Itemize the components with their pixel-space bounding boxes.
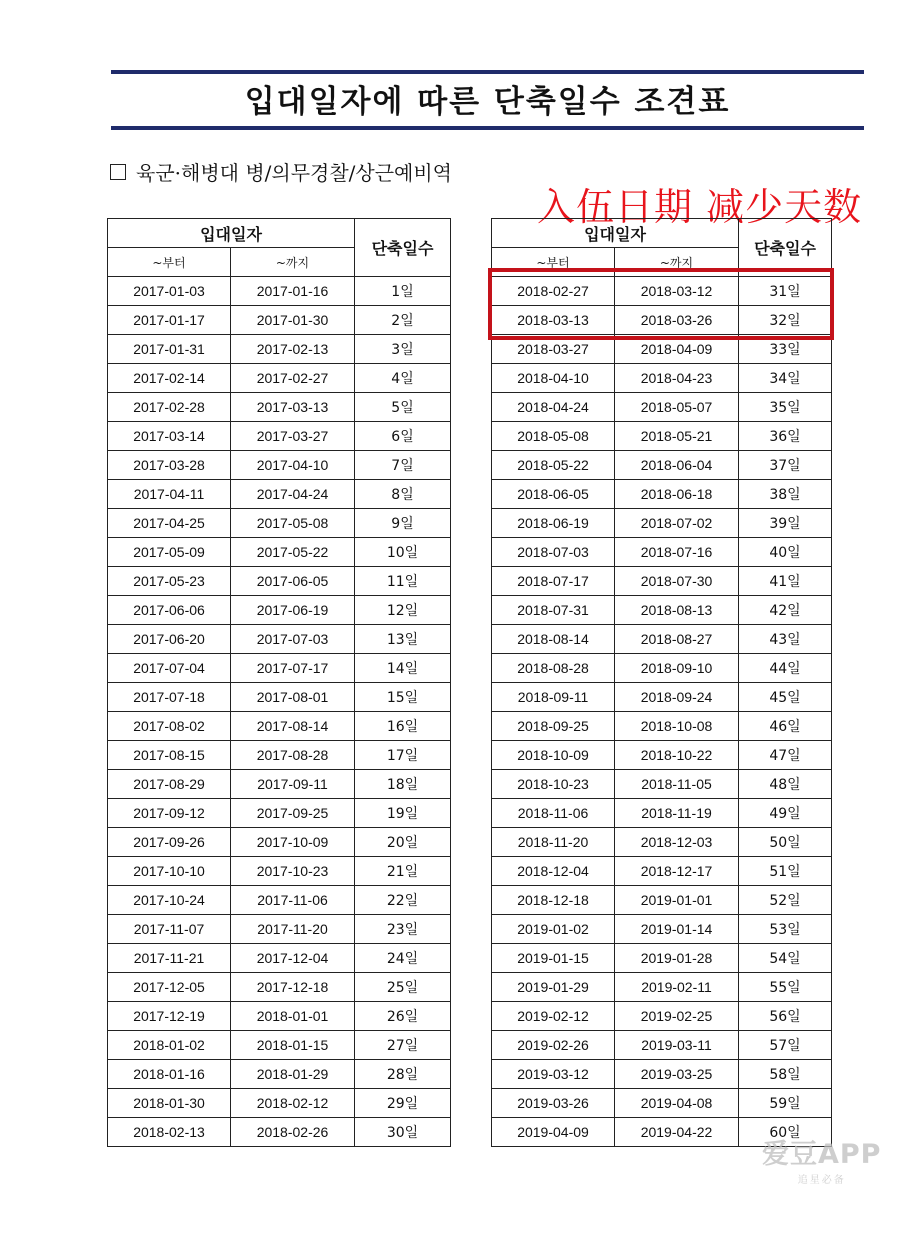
- cell-to-date: 2018-07-30: [615, 567, 739, 596]
- cell-to-date: 2019-02-11: [615, 973, 739, 1002]
- cell-from-date: 2018-08-14: [492, 625, 615, 654]
- cell-from-date: 2017-10-10: [108, 857, 231, 886]
- cell-days: 29일: [355, 1089, 451, 1118]
- table-row: [108, 364, 451, 393]
- page-title: 입대일자에 따른 단축일수 조견표: [244, 84, 731, 120]
- cell-to-date: 2019-01-01: [615, 886, 739, 915]
- table-row: [108, 335, 451, 364]
- cell-from-date: 2018-08-28: [492, 654, 615, 683]
- cell-days: 51일: [739, 857, 832, 886]
- subtitle-text: 육군·해병대 병/의무경찰/상근예비역: [136, 161, 452, 185]
- cell-to-date: 2018-11-05: [615, 770, 739, 799]
- table-row: [492, 973, 832, 1002]
- header-days: 단축일수: [739, 219, 832, 277]
- table-row: [108, 306, 451, 335]
- cell-to-date: 2017-06-19: [231, 596, 355, 625]
- table-row: [108, 480, 451, 509]
- cell-from-date: 2017-01-17: [108, 306, 231, 335]
- cell-to-date: 2018-06-18: [615, 480, 739, 509]
- cell-days: 20일: [355, 828, 451, 857]
- cell-days: 14일: [355, 654, 451, 683]
- cell-from-date: 2018-06-05: [492, 480, 615, 509]
- table-row: [108, 1089, 451, 1118]
- cell-from-date: 2017-03-14: [108, 422, 231, 451]
- cell-days: 8일: [355, 480, 451, 509]
- cell-to-date: 2017-05-22: [231, 538, 355, 567]
- watermark-sub: 追星必备: [797, 1175, 846, 1186]
- table-row: [492, 799, 832, 828]
- cell-days: 17일: [355, 741, 451, 770]
- header-rule-bottom: [111, 126, 864, 130]
- cell-to-date: 2017-02-13: [231, 335, 355, 364]
- cell-to-date: 2019-03-25: [615, 1060, 739, 1089]
- watermark-main: 爱豆APP: [762, 1139, 882, 1170]
- header-to: ~까지: [231, 248, 355, 277]
- checkbox-icon: [110, 164, 126, 180]
- table-row: [492, 1002, 832, 1031]
- cell-days: 53일: [739, 915, 832, 944]
- cell-to-date: 2017-08-14: [231, 712, 355, 741]
- cell-to-date: 2017-03-27: [231, 422, 355, 451]
- cell-from-date: 2017-11-07: [108, 915, 231, 944]
- cell-from-date: 2018-04-10: [492, 364, 615, 393]
- cell-from-date: 2018-12-04: [492, 857, 615, 886]
- table-row: [108, 828, 451, 857]
- highlight-box: [488, 268, 834, 340]
- cell-from-date: 2018-01-02: [108, 1031, 231, 1060]
- cell-from-date: 2017-06-06: [108, 596, 231, 625]
- cell-from-date: 2017-07-04: [108, 654, 231, 683]
- cell-from-date: 2018-07-03: [492, 538, 615, 567]
- table-row: [492, 480, 832, 509]
- table-row: [108, 451, 451, 480]
- cell-days: 24일: [355, 944, 451, 973]
- table-row: [492, 1031, 832, 1060]
- cell-to-date: 2018-02-12: [231, 1089, 355, 1118]
- table-row: [108, 915, 451, 944]
- table-row: [108, 712, 451, 741]
- cell-to-date: 2018-09-24: [615, 683, 739, 712]
- cell-to-date: 2017-07-03: [231, 625, 355, 654]
- header-from: ~부터: [492, 248, 615, 277]
- cell-from-date: 2018-11-06: [492, 799, 615, 828]
- cell-to-date: 2018-05-21: [615, 422, 739, 451]
- cell-days: 49일: [739, 799, 832, 828]
- cell-from-date: 2019-03-12: [492, 1060, 615, 1089]
- table-row: [492, 509, 832, 538]
- cell-to-date: 2018-05-07: [615, 393, 739, 422]
- cell-days: 39일: [739, 509, 832, 538]
- cell-days: 47일: [739, 741, 832, 770]
- cell-days: 35일: [739, 393, 832, 422]
- header-days: 단축일수: [355, 219, 451, 277]
- cell-days: 26일: [355, 1002, 451, 1031]
- cell-to-date: 2018-02-26: [231, 1118, 355, 1147]
- header-from: ~부터: [108, 248, 231, 277]
- cell-from-date: 2018-10-23: [492, 770, 615, 799]
- cell-from-date: 2017-02-14: [108, 364, 231, 393]
- cell-from-date: 2017-09-12: [108, 799, 231, 828]
- cell-days: 10일: [355, 538, 451, 567]
- cell-from-date: 2019-03-26: [492, 1089, 615, 1118]
- cell-from-date: 2017-05-23: [108, 567, 231, 596]
- cell-from-date: 2017-08-29: [108, 770, 231, 799]
- cell-days: 56일: [739, 1002, 832, 1031]
- cell-to-date: 2018-03-26: [615, 306, 739, 335]
- cell-from-date: 2018-07-31: [492, 596, 615, 625]
- table-row: [108, 538, 451, 567]
- cell-days: 11일: [355, 567, 451, 596]
- cell-from-date: 2017-08-15: [108, 741, 231, 770]
- table-row: [108, 886, 451, 915]
- cell-to-date: 2018-01-15: [231, 1031, 355, 1060]
- table-row: [492, 1089, 832, 1118]
- table-row: [492, 712, 832, 741]
- cell-from-date: 2018-04-24: [492, 393, 615, 422]
- cell-to-date: 2018-12-17: [615, 857, 739, 886]
- cell-days: 21일: [355, 857, 451, 886]
- table-row: [492, 770, 832, 799]
- cell-from-date: 2018-11-20: [492, 828, 615, 857]
- table-row: [108, 422, 451, 451]
- cell-from-date: 2017-12-05: [108, 973, 231, 1002]
- cell-days: 18일: [355, 770, 451, 799]
- cell-days: 16일: [355, 712, 451, 741]
- table-row: [492, 422, 832, 451]
- cell-days: 1일: [355, 277, 451, 306]
- cell-days: 30일: [355, 1118, 451, 1147]
- cell-days: 55일: [739, 973, 832, 1002]
- cell-days: 31일: [739, 277, 832, 306]
- table-row: [108, 683, 451, 712]
- cell-to-date: 2018-10-22: [615, 741, 739, 770]
- table-row: [108, 1002, 451, 1031]
- cell-to-date: 2018-09-10: [615, 654, 739, 683]
- cell-to-date: 2017-04-10: [231, 451, 355, 480]
- cell-to-date: 2019-02-25: [615, 1002, 739, 1031]
- table-row: [108, 509, 451, 538]
- cell-to-date: 2019-01-28: [615, 944, 739, 973]
- table-row: [492, 886, 832, 915]
- cell-to-date: 2018-04-23: [615, 364, 739, 393]
- table-row: [492, 451, 832, 480]
- cell-from-date: 2019-01-02: [492, 915, 615, 944]
- cell-from-date: 2017-11-21: [108, 944, 231, 973]
- cell-from-date: 2019-02-26: [492, 1031, 615, 1060]
- cell-days: 6일: [355, 422, 451, 451]
- cell-days: 59일: [739, 1089, 832, 1118]
- cell-to-date: 2018-08-13: [615, 596, 739, 625]
- cell-to-date: 2017-01-16: [231, 277, 355, 306]
- cell-days: 37일: [739, 451, 832, 480]
- cell-days: 9일: [355, 509, 451, 538]
- cell-from-date: 2017-02-28: [108, 393, 231, 422]
- table-row: [108, 1118, 451, 1147]
- table-row: [108, 944, 451, 973]
- cell-days: 40일: [739, 538, 832, 567]
- cell-to-date: 2017-09-11: [231, 770, 355, 799]
- cell-days: 34일: [739, 364, 832, 393]
- cell-from-date: 2017-07-18: [108, 683, 231, 712]
- table-row: [108, 393, 451, 422]
- cell-days: 5일: [355, 393, 451, 422]
- table-row: [108, 973, 451, 1002]
- cell-days: 60일: [739, 1118, 832, 1147]
- cell-days: 28일: [355, 1060, 451, 1089]
- watermark-logo: [762, 1132, 881, 1186]
- cell-days: 43일: [739, 625, 832, 654]
- table-row: [492, 393, 832, 422]
- table-row: [492, 625, 832, 654]
- table-row: [108, 277, 451, 306]
- cell-to-date: 2018-06-04: [615, 451, 739, 480]
- cell-to-date: 2017-11-20: [231, 915, 355, 944]
- cell-days: 52일: [739, 886, 832, 915]
- table-row: [492, 567, 832, 596]
- cell-days: 48일: [739, 770, 832, 799]
- cell-to-date: 2017-09-25: [231, 799, 355, 828]
- cell-to-date: 2019-01-14: [615, 915, 739, 944]
- cell-days: 41일: [739, 567, 832, 596]
- table-row: [108, 799, 451, 828]
- cell-days: 25일: [355, 973, 451, 1002]
- table-row: [108, 1031, 451, 1060]
- cell-days: 27일: [355, 1031, 451, 1060]
- cell-days: 33일: [739, 335, 832, 364]
- cell-from-date: 2017-04-25: [108, 509, 231, 538]
- cell-days: 42일: [739, 596, 832, 625]
- cell-from-date: 2018-01-16: [108, 1060, 231, 1089]
- table-row: [492, 1060, 832, 1089]
- cell-from-date: 2019-02-12: [492, 1002, 615, 1031]
- cell-from-date: 2018-09-25: [492, 712, 615, 741]
- table-row: [108, 625, 451, 654]
- cell-to-date: 2017-12-04: [231, 944, 355, 973]
- cell-from-date: 2017-03-28: [108, 451, 231, 480]
- cell-to-date: 2017-05-08: [231, 509, 355, 538]
- cell-from-date: 2019-04-09: [492, 1118, 615, 1147]
- cell-to-date: 2018-04-09: [615, 335, 739, 364]
- cell-to-date: 2017-02-27: [231, 364, 355, 393]
- cell-to-date: 2019-03-11: [615, 1031, 739, 1060]
- table-row: [492, 915, 832, 944]
- red-annotation: 入伍日期 减少天数: [537, 185, 863, 229]
- cell-days: 22일: [355, 886, 451, 915]
- table-row: [108, 596, 451, 625]
- cell-from-date: 2017-01-31: [108, 335, 231, 364]
- table-row: [492, 596, 832, 625]
- cell-days: 54일: [739, 944, 832, 973]
- cell-from-date: 2018-07-17: [492, 567, 615, 596]
- cell-from-date: 2018-06-19: [492, 509, 615, 538]
- cell-to-date: 2017-10-23: [231, 857, 355, 886]
- cell-days: 36일: [739, 422, 832, 451]
- cell-from-date: 2017-04-11: [108, 480, 231, 509]
- cell-to-date: 2018-01-01: [231, 1002, 355, 1031]
- cell-from-date: 2018-09-11: [492, 683, 615, 712]
- cell-to-date: 2017-11-06: [231, 886, 355, 915]
- cell-to-date: 2018-12-03: [615, 828, 739, 857]
- cell-from-date: 2017-08-02: [108, 712, 231, 741]
- table-row: [492, 654, 832, 683]
- cell-to-date: 2018-11-19: [615, 799, 739, 828]
- cell-to-date: 2018-10-08: [615, 712, 739, 741]
- cell-from-date: 2017-06-20: [108, 625, 231, 654]
- cell-to-date: 2019-04-08: [615, 1089, 739, 1118]
- cell-to-date: 2018-03-12: [615, 277, 739, 306]
- cell-to-date: 2017-07-17: [231, 654, 355, 683]
- cell-to-date: 2017-12-18: [231, 973, 355, 1002]
- cell-from-date: 2018-12-18: [492, 886, 615, 915]
- cell-days: 46일: [739, 712, 832, 741]
- reduction-table-left: [107, 218, 451, 1147]
- cell-to-date: 2019-04-22: [615, 1118, 739, 1147]
- cell-days: 23일: [355, 915, 451, 944]
- reduction-table-right: [491, 218, 832, 1147]
- cell-to-date: 2018-07-16: [615, 538, 739, 567]
- table-row: [492, 538, 832, 567]
- cell-days: 13일: [355, 625, 451, 654]
- cell-days: 44일: [739, 654, 832, 683]
- cell-days: 2일: [355, 306, 451, 335]
- table-row: [492, 741, 832, 770]
- cell-days: 57일: [739, 1031, 832, 1060]
- table-row: [108, 567, 451, 596]
- cell-to-date: 2017-06-05: [231, 567, 355, 596]
- cell-from-date: 2018-03-13: [492, 306, 615, 335]
- cell-from-date: 2017-01-03: [108, 277, 231, 306]
- table-row: [492, 944, 832, 973]
- table-row: [108, 770, 451, 799]
- cell-to-date: 2018-01-29: [231, 1060, 355, 1089]
- cell-from-date: 2017-10-24: [108, 886, 231, 915]
- table-row: [108, 654, 451, 683]
- cell-from-date: 2019-01-29: [492, 973, 615, 1002]
- cell-from-date: 2018-02-27: [492, 277, 615, 306]
- cell-to-date: 2017-01-30: [231, 306, 355, 335]
- cell-days: 32일: [739, 306, 832, 335]
- cell-to-date: 2017-08-01: [231, 683, 355, 712]
- cell-days: 50일: [739, 828, 832, 857]
- cell-to-date: 2017-04-24: [231, 480, 355, 509]
- table-row: [492, 857, 832, 886]
- cell-from-date: 2018-01-30: [108, 1089, 231, 1118]
- header-to: ~까지: [615, 248, 739, 277]
- cell-days: 19일: [355, 799, 451, 828]
- table-row: [108, 741, 451, 770]
- cell-days: 7일: [355, 451, 451, 480]
- cell-from-date: 2018-10-09: [492, 741, 615, 770]
- table-row: [108, 1060, 451, 1089]
- cell-days: 58일: [739, 1060, 832, 1089]
- cell-to-date: 2018-08-27: [615, 625, 739, 654]
- cell-to-date: 2017-03-13: [231, 393, 355, 422]
- table-row: [492, 364, 832, 393]
- cell-to-date: 2017-10-09: [231, 828, 355, 857]
- cell-from-date: 2017-05-09: [108, 538, 231, 567]
- cell-from-date: 2017-09-26: [108, 828, 231, 857]
- cell-from-date: 2018-05-22: [492, 451, 615, 480]
- cell-days: 15일: [355, 683, 451, 712]
- table-row: [492, 828, 832, 857]
- cell-from-date: 2017-12-19: [108, 1002, 231, 1031]
- cell-from-date: 2018-03-27: [492, 335, 615, 364]
- cell-days: 45일: [739, 683, 832, 712]
- subtitle-row: [110, 157, 452, 186]
- table-row: [492, 683, 832, 712]
- table-row: [108, 857, 451, 886]
- cell-days: 38일: [739, 480, 832, 509]
- cell-days: 12일: [355, 596, 451, 625]
- cell-to-date: 2017-08-28: [231, 741, 355, 770]
- header-date-group: 입대일자: [108, 219, 355, 248]
- cell-days: 3일: [355, 335, 451, 364]
- cell-to-date: 2018-07-02: [615, 509, 739, 538]
- cell-from-date: 2018-05-08: [492, 422, 615, 451]
- header-date-group: 입대일자: [492, 219, 739, 248]
- cell-days: 4일: [355, 364, 451, 393]
- cell-from-date: 2019-01-15: [492, 944, 615, 973]
- header-rule-top: [111, 70, 864, 74]
- cell-from-date: 2018-02-13: [108, 1118, 231, 1147]
